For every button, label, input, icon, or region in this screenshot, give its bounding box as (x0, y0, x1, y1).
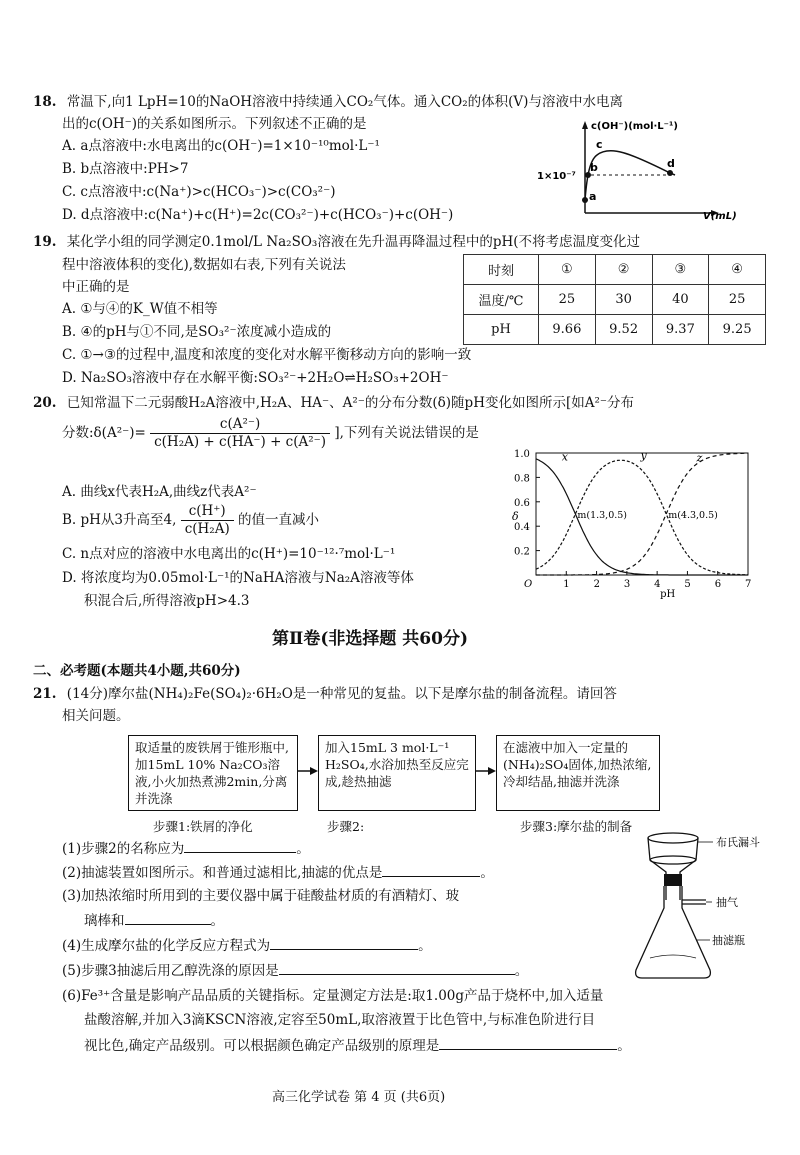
q19-table (463, 254, 766, 345)
table-cell: 9.66 (539, 315, 596, 345)
y-tick-label: 0.6 (514, 497, 530, 509)
suction-filter-apparatus (628, 830, 788, 985)
page-footer: 高三化学试卷 第 4 页 (共6页) (272, 1090, 446, 1105)
q21-part2-text: (2)抽滤装置如图所示。和普通过滤相比,抽滤的优点是 (62, 865, 383, 881)
table-cell: ② (595, 255, 652, 285)
q18-option-d: D. d点溶液中:c(Na⁺)+c(H⁺)=2c(CO₃²⁻)+c(HCO₃⁻)+c(OH⁻) (62, 207, 454, 223)
q21-part6-blank (439, 1035, 617, 1050)
q21-part6c-text: 视比色,确定产品级别。可以根据颜色确定产品级别的原理是 (84, 1038, 440, 1054)
q18-stem1: 常温下,向1 LpH=10的NaOH溶液中持续通入CO₂气体。通入CO₂的体积(V)与溶液中水电离 (66, 94, 623, 110)
q21-part3b (84, 910, 224, 931)
q21-part4-text: (4)生成摩尔盐的化学反应方程式为 (62, 938, 271, 954)
q21-part5-text: (5)步骤3抽滤后用乙醇洗涤的原因是 (62, 963, 279, 979)
q18-label-a: a (589, 190, 597, 203)
table-cell: 时刻 (464, 255, 539, 285)
table-cell: 9.37 (652, 315, 709, 345)
q20-optB-den: c(H₂A) (184, 521, 230, 537)
q18-stem2: 出的c(OH⁻)的关系如图所示。下列叙述不正确的是 (62, 116, 367, 132)
flow-step2-label: 步骤2: (327, 819, 365, 834)
q21-number: 21. (33, 686, 57, 702)
table-row (464, 255, 766, 285)
q18-graph (535, 115, 750, 225)
q19-option-b: B. ④的pH与①不同,是SO₃²⁻浓度减小造成的 (62, 324, 332, 340)
q20-stem2a: 分数:δ(A²⁻)= (62, 425, 146, 441)
q20-optB-num: c(H⁺) (181, 503, 234, 521)
q19-option-a: A. ①与④的K_W值不相等 (62, 301, 218, 317)
flow-arrow-1 (298, 765, 318, 777)
table-row (464, 285, 766, 315)
q20-stem2b: ],下列有关说法错误的是 (334, 425, 479, 441)
x-tick-label: 6 (714, 579, 722, 590)
x-tick-label: 4 (654, 579, 661, 590)
q19-stem3: 中正确的是 (62, 279, 130, 295)
q21-part3b-text: 璃棒和 (84, 913, 125, 929)
q20-number: 20. (33, 395, 57, 411)
q21-part5 (62, 960, 528, 981)
annotation-m: m(4.3,0.5) (668, 510, 718, 521)
q18-label-b: b (590, 161, 598, 174)
q21-stem2: 相关问题。 (62, 708, 130, 724)
x-tick-label: 5 (684, 579, 691, 590)
q18-option-c: C. c点溶液中:c(Na⁺)>c(HCO₃⁻)>c(CO₃²⁻) (62, 184, 336, 200)
label-filter-flask: 抽滤瓶 (712, 934, 745, 947)
q18-line1 (33, 92, 623, 112)
q20-chart (510, 445, 760, 610)
buchner-funnel-icon (648, 833, 698, 900)
section-heading: 二、必考题(本题共4小题,共60分) (33, 663, 241, 679)
q20-frac-den: c(H₂A) + c(HA⁻) + c(A²⁻) (154, 434, 327, 450)
section-title: 第Ⅱ卷(非选择题 共60分) (272, 629, 468, 649)
table-cell: 40 (652, 285, 709, 315)
flow-arrow-2 (476, 765, 496, 777)
q21-part1-text: (1)步骤2的名称应为 (62, 841, 185, 857)
q21-part1 (62, 838, 310, 859)
q21-part3a: (3)加热浓缩时所用到的主要仪器中属于硅酸盐材质的有酒精灯、玻 (62, 888, 460, 904)
q18-ylabel: c(OH⁻)(mol·L⁻¹) (591, 121, 678, 132)
q20-option-c: C. n点对应的溶液中水电离出的c(H⁺)=10⁻¹²·⁷mol·L⁻¹ (62, 546, 396, 562)
table-row (464, 315, 766, 345)
flow-step2-box: 加入15mL 3 mol·L⁻¹ H₂SO₄,水浴加热至反应完成,趁热抽滤 (318, 735, 476, 811)
q21-part3-period: 。 (210, 913, 224, 929)
q20-optB-fraction (181, 503, 234, 538)
q21-stem1: (14分)摩尔盐(NH₄)₂Fe(SO₄)₂·6H₂O是一种常见的复盐。以下是摩尔盐的制备流程。请回答 (66, 686, 617, 702)
q21-part6-period: 。 (617, 1038, 631, 1054)
series-label-x: x (561, 450, 568, 464)
q21-part4-blank (270, 935, 418, 950)
table-cell: 9.52 (595, 315, 652, 345)
q19-option-c: C. ①→③的过程中,温度和浓度的变化对水解平衡移动方向的影响一致 (62, 347, 472, 363)
annotation-m: m(1.3,0.5) (577, 510, 628, 521)
q21-line1 (33, 684, 617, 704)
y-tick-label: 0.8 (514, 473, 530, 485)
label-suction: 抽气 (716, 896, 738, 909)
q20-option-d1: D. 将浓度均为0.05mol·L⁻¹的NaHA溶液与Na₂A溶液等体 (62, 570, 414, 586)
q21-part5-period: 。 (514, 963, 529, 979)
y-tick-label: 0.2 (514, 546, 530, 558)
x-axis-label: pH (660, 589, 676, 600)
q18-option-a: A. a点溶液中:水电离出的c(OH⁻)=1×10⁻¹⁰mol·L⁻¹ (62, 138, 380, 154)
table-cell: ③ (652, 255, 709, 285)
q18-number: 18. (33, 94, 57, 110)
flow-step3-label: 步骤3:摩尔盐的制备 (520, 819, 633, 834)
q20-optB-text2: 的值一直减小 (238, 512, 320, 528)
q19-option-d: D. Na₂SO₃溶液中存在水解平衡:SO₃²⁻+2H₂O⇌H₂SO₃+2OH⁻ (62, 370, 449, 386)
table-cell: 25 (539, 285, 596, 315)
x-tick-label: 3 (623, 579, 631, 590)
q20-optB-text1: B. pH从3升高至4, (62, 512, 177, 528)
x-tick-label: O (524, 579, 533, 590)
q20-line2 (62, 416, 479, 451)
y-tick-label: 1.0 (514, 449, 530, 460)
flow-step1-label: 步骤1:铁屑的净化 (153, 819, 253, 834)
series-label-y: y (640, 449, 647, 463)
q21-part3-blank (125, 910, 211, 925)
table-cell: ① (539, 255, 596, 285)
q20-option-a: A. 曲线x代表H₂A,曲线z代表A²⁻ (62, 484, 257, 500)
filter-flask-icon (636, 886, 711, 978)
q20-stem1: 已知常温下二元弱酸H₂A溶液中,H₂A、HA⁻、A²⁻的分布分数(δ)随pH变化如图所示[如A²⁻分布 (66, 395, 635, 411)
q20-option-d2: 积混合后,所得溶液pH>4.3 (84, 593, 250, 609)
x-tick-label: 7 (745, 579, 752, 590)
q21-part4 (62, 935, 432, 956)
q21-part2 (62, 862, 494, 883)
x-tick-label: 2 (593, 579, 600, 590)
q18-point-d (667, 170, 673, 176)
q21-part6a: (6)Fe³⁺含量是影响产品品质的关键指标。定量测定方法是:取1.00g产品于烧杯中,加入适量 (62, 988, 604, 1004)
q21-part5-blank (279, 960, 515, 975)
q21-part2-blank (382, 862, 480, 877)
label-buchner-funnel: 布氏漏斗 (716, 836, 760, 849)
q20-option-b (62, 503, 319, 538)
q20-frac-num: c(A²⁻) (150, 416, 330, 434)
q21-part6c (84, 1035, 631, 1056)
table-cell: 30 (595, 285, 652, 315)
q20-fraction (150, 416, 330, 451)
q19-line1 (33, 232, 640, 252)
q18-label-c: c (596, 138, 603, 151)
q18-xlabel: V(mL) (703, 211, 737, 222)
q21-part1-blank (184, 838, 296, 853)
table-cell: 9.25 (709, 315, 766, 345)
table-cell: 温度/℃ (464, 285, 539, 315)
q21-part6b: 盐酸溶解,并加入3滴KSCN溶液,定容至50mL,取溶液置于比色管中,与标准色阶进行目 (84, 1012, 596, 1028)
series-label-z: z (696, 451, 703, 465)
q19-stem1: 某化学小组的同学测定0.1mol/L Na₂SO₃溶液在先升温再降温过程中的pH(不将考虑温度变化过 (66, 234, 640, 250)
table-cell: ④ (709, 255, 766, 285)
q18-point-a (582, 197, 588, 203)
q18-option-b: B. b点溶液中:PH>7 (62, 161, 189, 177)
flow-step1-box: 取适量的废铁屑于锥形瓶中,加15mL 10% Na₂CO₃溶液,小火加热煮沸2min,分离并洗涤 (128, 735, 298, 811)
q20-line1 (33, 393, 634, 413)
y-axis-label: δ (512, 510, 519, 524)
q18-label-d: d (667, 157, 675, 170)
y-tick-label: 0.4 (514, 522, 530, 534)
flow-step3-box: 在滤液中加入一定量的(NH₄)₂SO₄固体,加热浓缩,冷却结晶,抽滤并洗涤 (496, 735, 660, 811)
q19-stem2: 程中溶液体积的变化),数据如右表,下列有关说法 (62, 257, 346, 273)
q21-part2-period: 。 (480, 865, 494, 881)
q19-number: 19. (33, 234, 57, 250)
table-cell: pH (464, 315, 539, 345)
q21-part1-period: 。 (296, 841, 310, 857)
x-tick-label: 1 (563, 579, 570, 590)
q21-part4-period: 。 (418, 938, 432, 954)
q18-ref-label: 1×10⁻⁷ (537, 171, 576, 182)
table-cell: 25 (709, 285, 766, 315)
